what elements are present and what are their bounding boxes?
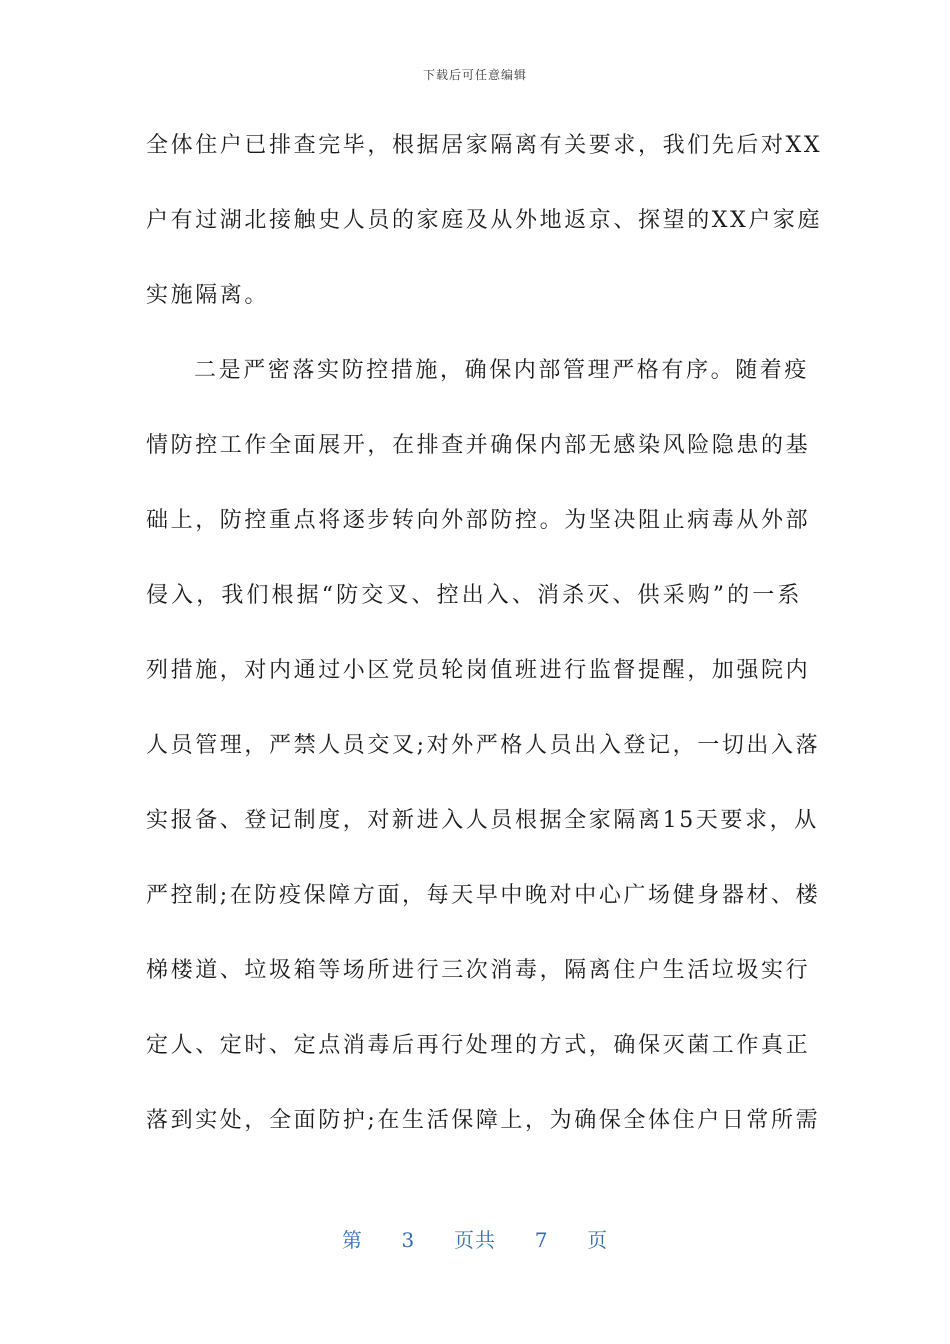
text-line: 落到实处，全面防护;在生活保障上，为确保全体住户日常所需: [146, 1108, 821, 1133]
total-pages-number: 7: [534, 1228, 549, 1252]
text-line: 础上，防控重点将逐步转向外部防控。为坚决阻止病毒从外部: [146, 508, 811, 533]
current-page-number: 3: [401, 1228, 416, 1252]
footer-middle: 页共: [454, 1228, 496, 1252]
footer-prefix: 第: [341, 1228, 363, 1252]
text-line: 情防控工作全面展开，在排查并确保内部无感染风险隐患的基: [146, 433, 811, 458]
text-line: 户有过湖北接触史人员的家庭及从外地返京、探望的XX户家庭: [146, 208, 823, 233]
document-body: [146, 120, 823, 1170]
page-header: 下载后可任意编辑: [422, 68, 527, 82]
text-line: 梯楼道、垃圾箱等场所进行三次消毒，隔离住户生活垃圾实行: [146, 958, 811, 983]
text-line: 严控制;在防疫保障方面，每天早中晚对中心广场健身器材、楼: [146, 883, 821, 908]
text-line: 实施隔离。: [146, 283, 270, 308]
text-line: 实报备、登记制度，对新进入人员根据全家隔离15天要求，从: [146, 808, 819, 833]
text-line: 列措施，对内通过小区党员轮岗值班进行监督提醒，加强院内: [146, 658, 811, 683]
text-line: 人员管理，严禁人员交叉;对外严格人员出入登记，一切出入落: [146, 733, 821, 758]
paragraph-first-line: 二是严密落实防控措施，确保内部管理严格有序。随着疫: [194, 358, 810, 383]
text-line: 全体住户已排查完毕，根据居家隔离有关要求，我们先后对XX: [146, 133, 823, 158]
footer-suffix: 页: [587, 1228, 609, 1252]
text-line: 侵入，我们根据“防交叉、控出入、消杀灭、供采购”的一系: [146, 583, 802, 608]
page-footer: [0, 1224, 950, 1253]
text-line: 定人、定时、定点消毒后再行处理的方式，确保灭菌工作真正: [146, 1033, 811, 1058]
